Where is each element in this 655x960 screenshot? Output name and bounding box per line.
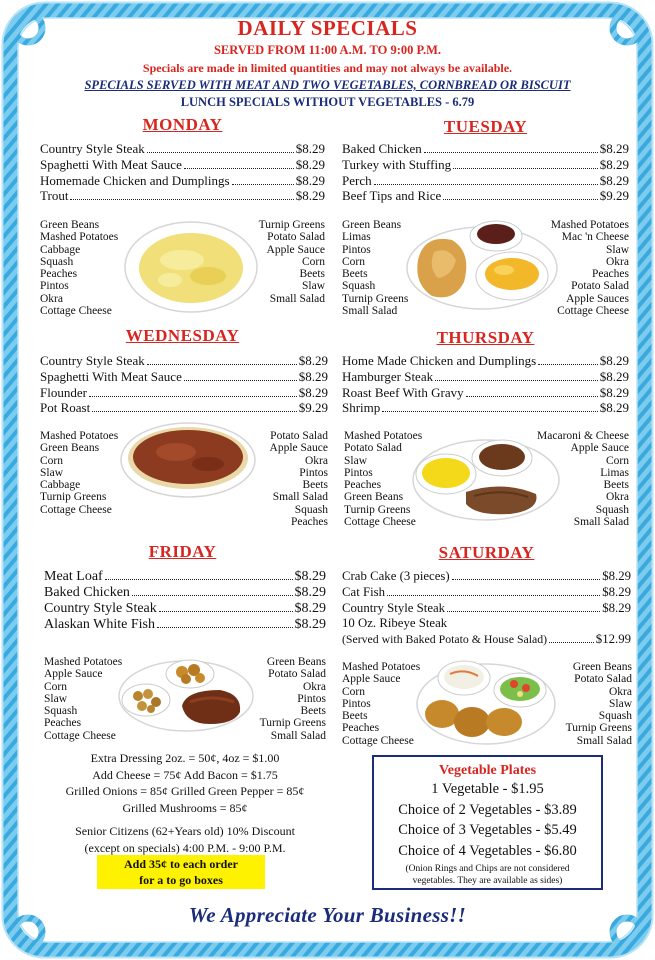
- thursday-specials: [342, 353, 629, 416]
- vegetable-plate-option: 1 Vegetable - $1.95: [431, 781, 544, 797]
- page-title: DAILY SPECIALS: [237, 16, 418, 40]
- senior-hours: (except on specials) 4:00 P.M. - 9:00 P.M.: [84, 840, 286, 855]
- menu-item: Country Style Steak $8.29: [342, 600, 631, 615]
- friday-specials: [44, 569, 326, 633]
- menu-item: Trout $8.29: [40, 188, 325, 204]
- saturday-veg-left: Mashed Potatoes Apple Sauce Corn Pintos Beets Peaches Cottage Cheese: [342, 661, 421, 747]
- tuesday-specials: [342, 141, 629, 204]
- tuesday-veg-left: Green Beans Limas Pintos Corn Beets Squash Turnip Greens Small Salad: [342, 219, 409, 318]
- senior-discount: Senior Citizens (62+Years old) 10% Discount: [75, 824, 295, 838]
- day-heading-saturday: SATURDAY: [438, 543, 535, 562]
- menu-item: Country Style Steak $8.29: [44, 601, 326, 616]
- menu-item: Roast Beef With Gravy $8.29: [342, 384, 629, 400]
- vegetable-plate-option: Choice of 4 Vegetables - $6.80: [398, 842, 577, 859]
- saturday-veg-right: Green Beans Potato Salad Okra Slaw Squash Turnip Greens Small Salad: [565, 661, 632, 747]
- chicken-dumplings-photo: [122, 218, 260, 314]
- baked-chicken-photo: [404, 212, 560, 312]
- menu-item: Spaghetti With Meat Sauce $8.29: [40, 156, 325, 172]
- menu-item: 10 Oz. Ribeye Steak: [342, 616, 448, 631]
- extras-info: [40, 750, 330, 856]
- menu-item: Alaskan White Fish $8.29: [44, 617, 326, 632]
- meat-two-veg-note: SPECIALS SERVED WITH MEAT AND TWO VEGETABLES, CORNBREAD OR BISCUIT: [84, 78, 571, 92]
- vegetable-plate-option: Choice of 2 Vegetables - $3.89: [398, 801, 577, 818]
- menu-item: Cat Fish $8.29: [342, 584, 631, 599]
- menu-item: Pot Roast $9.29: [40, 400, 328, 416]
- limited-note: Specials are made in limited quantities and may not always be available.: [142, 61, 513, 75]
- day-heading-thursday: THURSDAY: [436, 328, 535, 347]
- menu-item: Hamburger Steak $8.29: [342, 368, 629, 384]
- served-hours: SERVED FROM 11:00 A.M. TO 9:00 P.M.: [213, 43, 442, 57]
- crab-cake-photo: [414, 656, 558, 746]
- day-heading-tuesday: TUESDAY: [443, 117, 528, 136]
- day-heading-wednesday: WEDNESDAY: [125, 326, 240, 345]
- wednesday-specials: [40, 353, 328, 416]
- extra-mushrooms: Grilled Mushrooms = 85¢: [122, 800, 248, 815]
- monday-veg-right: Turnip Greens Potato Salad Apple Sauce Corn Beets Slaw Small Salad: [258, 219, 325, 305]
- vegetable-plates-title: Vegetable Plates: [438, 763, 537, 778]
- meat-loaf-photo: [116, 654, 256, 734]
- menu-item: Homemade Chicken and Dumplings $8.29: [40, 172, 325, 188]
- vegetable-plates-box: [372, 755, 603, 890]
- menu-item: Baked Chicken $8.29: [44, 585, 326, 600]
- vegetable-plate-note: (Onion Rings and Chips are not considered vegetables. They are available as sides): [405, 864, 570, 886]
- menu-item: Flounder $8.29: [40, 384, 328, 400]
- friday-veg-left: Mashed Potatoes Apple Sauce Corn Slaw Squash Peaches Cottage Cheese: [44, 656, 123, 742]
- day-heading-monday: MONDAY: [142, 115, 223, 134]
- menu-item: Spaghetti With Meat Sauce $8.29: [40, 368, 328, 384]
- menu-item: (Served with Baked Potato & House Salad) $12.99: [342, 632, 631, 647]
- menu-item: Perch $8.29: [342, 172, 629, 188]
- lunch-note: LUNCH SPECIALS WITHOUT VEGETABLES - 6.79: [180, 95, 475, 109]
- monday-specials: [40, 141, 325, 204]
- extra-onions-pepper: Grilled Onions = 85¢ Grilled Green Pepper = 85¢: [65, 784, 305, 798]
- thursday-veg-right: Macaroni & Cheese Apple Sauce Corn Limas Beets Okra Squash Small Salad: [537, 430, 629, 529]
- wednesday-veg-right: Potato Salad Apple Sauce Okra Pintos Beets Small Salad Squash Peaches: [269, 430, 328, 529]
- footer-thanks: We Appreciate Your Business!!: [188, 903, 467, 927]
- vegetable-plate-option: Choice of 3 Vegetables - $5.49: [398, 822, 577, 838]
- menu-item: Country Style Steak $8.29: [40, 141, 325, 156]
- hamburger-steak-photo: [410, 434, 562, 522]
- day-heading-friday: FRIDAY: [148, 542, 217, 561]
- menu-item: Baked Chicken $8.29: [342, 141, 629, 156]
- extra-dressing: Extra Dressing 2oz. = 50¢, 4oz = $1.00: [90, 751, 280, 765]
- to-go-box-note: Add 35¢ to each order for a to go boxes: [97, 855, 265, 889]
- menu-item: Beef Tips and Rice $9.29: [342, 188, 629, 204]
- saturday-specials: [342, 569, 631, 648]
- spaghetti-photo: [118, 420, 258, 500]
- extra-cheese-bacon: Add Cheese = 75¢ Add Bacon = $1.75: [92, 767, 278, 782]
- monday-veg-left: Green Beans Mashed Potatoes Cabbage Squash Peaches Pintos Okra Cottage Cheese: [40, 219, 119, 318]
- tuesday-veg-right: Mashed Potatoes Mac 'n Cheese Slaw Okra Peaches Potato Salad Apple Sauces Cottage Cheese: [550, 219, 629, 318]
- menu-item: Meat Loaf $8.29: [44, 569, 326, 584]
- friday-veg-right: Green Beans Potato Salad Okra Pintos Beets Turnip Greens Small Salad: [259, 656, 326, 742]
- menu-item: Country Style Steak $8.29: [40, 353, 328, 368]
- menu-item: Turkey with Stuffing $8.29: [342, 156, 629, 172]
- thursday-veg-left: Mashed Potatoes Potato Salad Slaw Pintos Peaches Green Beans Turnip Greens Cottage Cheese: [344, 430, 423, 529]
- menu-item: Crab Cake (3 pieces) $8.29: [342, 569, 631, 583]
- menu-item: Home Made Chicken and Dumplings $8.29: [342, 353, 629, 368]
- menu-item: Shrimp $8.29: [342, 400, 629, 416]
- wednesday-veg-left: Mashed Potatoes Green Beans Corn Slaw Cabbage Turnip Greens Cottage Cheese: [40, 430, 119, 516]
